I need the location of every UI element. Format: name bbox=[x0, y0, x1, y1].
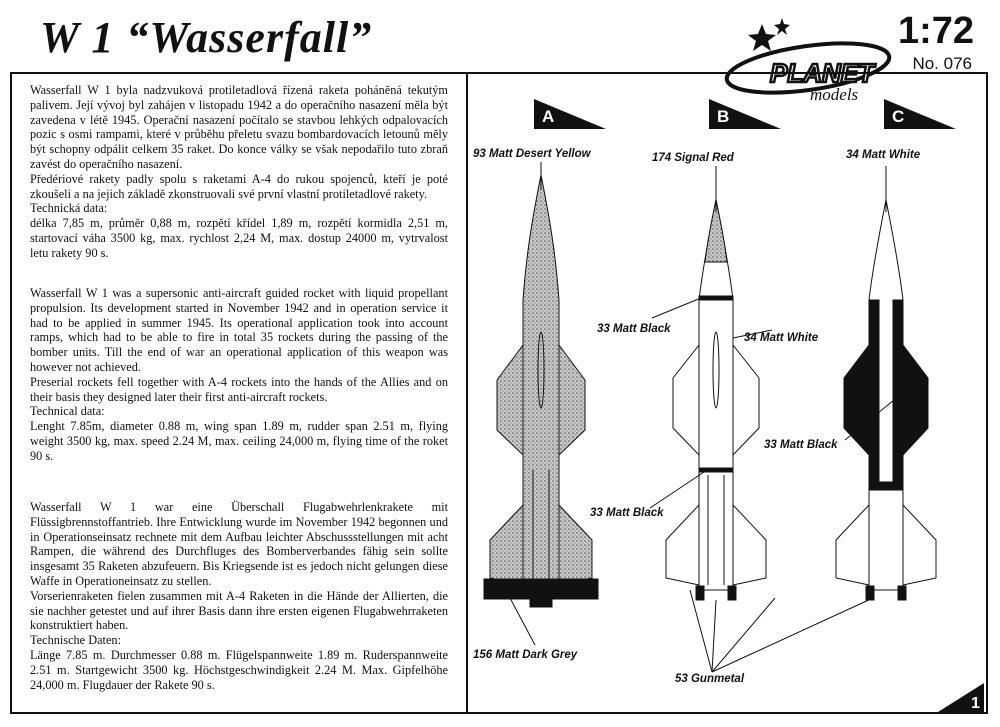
rocket-c bbox=[836, 200, 936, 600]
paragraph: Lenght 7.85m, diameter 0.88 m, wing span 1.89 m, rudder span 2.51 m, flying weight 3500 kg, max. speed 2.24 M, max. ceiling 24,000 m, flying time of the roket 90 s. bbox=[30, 419, 448, 463]
rocket-a bbox=[484, 175, 598, 607]
logo-text-bottom: models bbox=[810, 85, 859, 104]
view-letter-c: C bbox=[892, 107, 905, 126]
page-title: W 1 “Wasserfall” bbox=[40, 13, 373, 62]
label-black-b-lower: 33 Matt Black bbox=[590, 507, 664, 519]
paragraph: Wasserfall W 1 war eine Überschall Flugabwehrlenkrakete mit Flüssigbrennstoffantrieb. Ihre Entwicklung wurde im November 1942 begonnen und in Operationseinsatz rechnete mit dem Aufbau leichter Abschussstellungen mit acht Rampen, die während des Durchfluges des Bomberverbandes fähig sein sollte insgesamt 35 Raketen abzufeuern. Bis Kriegsende ist es jedoch nicht gelungen diese Waffe in Operationeinsatz zu stellen. bbox=[30, 500, 448, 588]
paragraph: Technická data: bbox=[30, 201, 108, 216]
label-black-c: 33 Matt Black bbox=[764, 439, 838, 451]
rocket-b bbox=[666, 200, 766, 600]
paragraph: Wasserfall W 1 byla nadzvuková protiletadlová řízená raketa poháněná tekutým palivem. Její vývoj byl zahájen v listopadu 1942 a do operačního nasazení měla být zavedena v létě 1945. Operační nasazení počítalo se stavbou lehkých odpalovacích pozic s osmi rampami, které v průběhu přeletu svazu bombardovacích letounů měly být schopny odpálit celkem 35 raket. Do konce války se však nepodařilo tuto zbraň zavést do operačního nasazení. bbox=[30, 83, 448, 171]
paragraph: Preserial rockets fell together with A-4 rockets into the hands of the Allies and on their basis they designed later their first anti-aircraft rockets. bbox=[30, 374, 448, 404]
label-white-top: 34 Matt White bbox=[846, 149, 921, 161]
paragraph: délka 7,85 m, průměr 0,88 m, rozpětí křídel 1,89 m, rozpětí kormidla 2,51 m, startovací váha 3500 kg, max. rychlost 2,24 M, max. dostup 24000 m, vytrvalost letu rakety 90 s. bbox=[30, 216, 448, 260]
page-number-flag bbox=[938, 683, 984, 712]
kit-number: No. 076 bbox=[912, 54, 972, 73]
paragraph: Wasserfall W 1 was a supersonic anti-aircraft guided rocket with liquid propellant propulsion. Its development started in November 1942 and in operation service it had to be applied in summer 1945. Its operational application took into account ramps, which had to be able to fire in total 35 rockets during the passing of the bomber units. Till the end of war an operational application of this weapon was however not achieved. bbox=[30, 286, 448, 374]
paragraph: Technische Daten: bbox=[30, 633, 121, 648]
label-dark-grey: 156 Matt Dark Grey bbox=[473, 649, 578, 661]
scale-label: 1:72 bbox=[897, 10, 974, 52]
logo-text-top: PLANET bbox=[770, 58, 874, 88]
paragraph: Předériové rakety padly spolu s raketami A-4 do rukou spojenců, kteří je poté zkoušeli a na jejich základě zkonstruovali své první vlastní protiletadlové rakety. bbox=[30, 171, 448, 201]
paragraph: Technical data: bbox=[30, 404, 105, 419]
label-gunmetal: 53 Gunmetal bbox=[675, 673, 745, 685]
view-letter-a: A bbox=[542, 107, 555, 126]
label-black-b-upper: 33 Matt Black bbox=[597, 323, 671, 335]
page-number: 1 bbox=[971, 695, 980, 712]
label-white-b: 34 Matt White bbox=[744, 332, 819, 344]
paragraph: Vorserienraketen fielen zusammen mit A-4 Raketen in die Hände der Allierten, die sie nachher getestet und auf ihrer Basis dann ihre ersten eigenen Flugabwehrraketen konstruktiert haben. bbox=[30, 588, 448, 633]
paragraph: Länge 7.85 m. Durchmesser 0.88 m. Flügelspannweite 1.89 m. Ruderspannweite 2.51 m. Startgewicht 3500 kg. Höchstgeschwindigkeit 2.24 M. Max. Gipfelhöhe 24,000 m. Flugdauer der Rakete 90 s. bbox=[30, 647, 448, 692]
view-letter-b: B bbox=[717, 107, 730, 126]
label-signal-red: 174 Signal Red bbox=[652, 152, 734, 164]
label-desert-yellow: 93 Matt Desert Yellow bbox=[473, 148, 591, 160]
